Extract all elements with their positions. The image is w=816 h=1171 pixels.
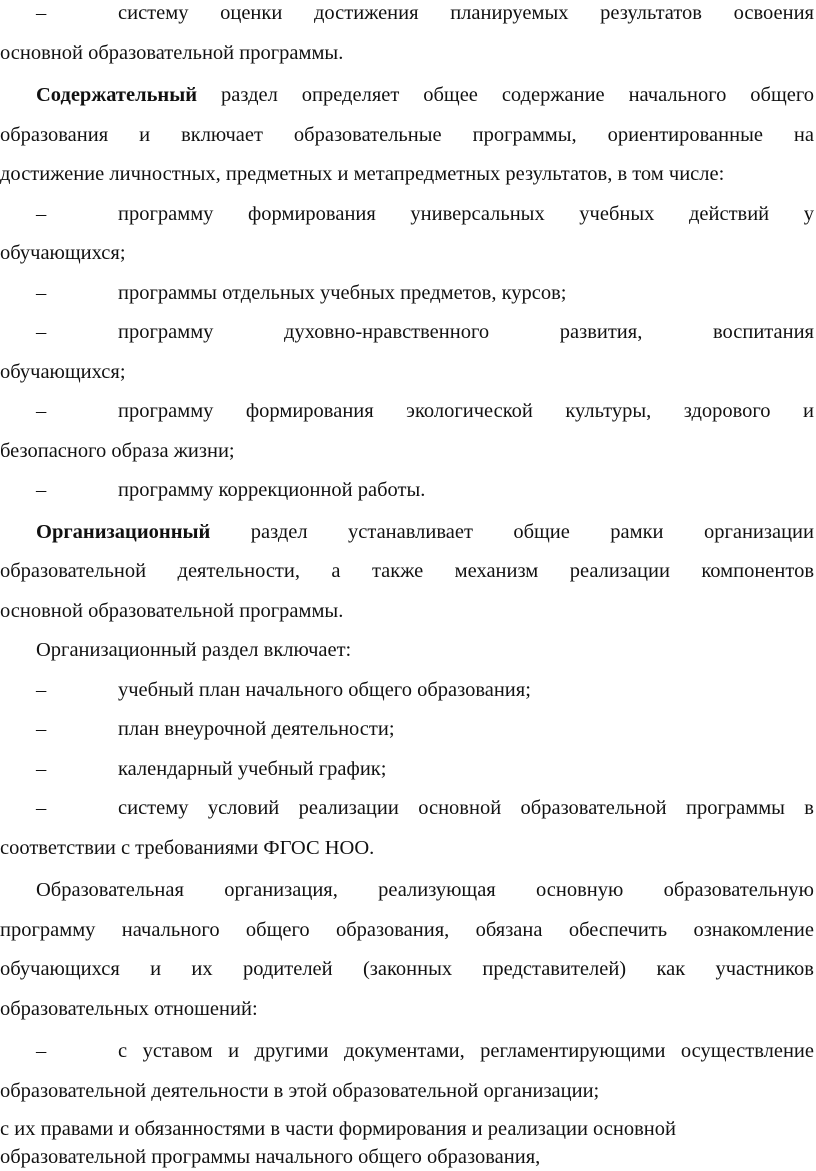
dash-marker: – [36,202,47,225]
text-line [0,1115,814,1143]
text-span: программу начального общего образования, обязана обеспечить ознакомление [0,918,814,941]
text-line [0,911,814,951]
text-line: систему оценки достижения планируемых результатов освоения [118,2,814,24]
text-line [0,353,814,393]
text-span: календарный учебный график; [118,757,387,780]
list-item [0,195,814,235]
text-span: учебный план начального общего образования; [118,678,531,701]
paragraph [0,871,814,911]
text-span: раздел определяет общее содержание начального общего [221,84,815,106]
dash-marker: – [36,400,47,422]
text-span: план внеурочной деятельности; [118,718,395,740]
text-span: с их правами и обязанностями в части формирования и реализации основной [0,1118,676,1140]
text-span: соответствии с требованиями ФГОС НОО. [0,836,375,859]
text-span: обучающихся и их родителей (законных представителей) как участников [0,958,814,980]
list-item [0,1032,814,1072]
text-span: образовательных отношений: [0,997,258,1020]
list-item [0,671,814,711]
text-line [0,552,814,592]
list-item [0,750,814,790]
text-line [0,950,814,990]
dash-marker: – [36,797,47,819]
dash-marker: – [36,678,47,701]
list-item [0,0,814,34]
text-span: обучающихся; [0,242,126,264]
text-line [0,432,814,472]
paragraph [0,76,814,116]
paragraph [0,513,814,553]
dash-marker: – [36,2,47,24]
bold-lead: Организационный [36,520,211,543]
dash-marker: – [36,1040,47,1062]
text-line [0,829,814,869]
text-span: программу духовно-нравственного развития, воспитания [118,321,814,343]
text-line [0,34,814,74]
list-item [0,274,814,314]
list-item [0,710,814,750]
text-span: безопасного образа жизни; [0,439,235,462]
text-span: образовательной программы начального общего образования, [0,1146,541,1168]
text-span: образовательной деятельности, а также механизм реализации компонентов [0,560,814,582]
text-span: достижение личностных, предметных и метапредметных результатов, в том числе: [0,163,725,185]
dash-marker: – [36,281,47,304]
dash-marker: – [36,757,47,780]
text-span: Образовательная организация, реализующая основную образовательную [36,879,814,901]
text-line [0,1143,814,1171]
text-line [0,1072,814,1112]
text-span: основной образовательной программы. [0,41,344,64]
text-line [0,116,814,156]
text-span: программу формирования универсальных учебных действий у [118,202,814,225]
text-span: с уставом и другими документами, регламентирующими осуществление [118,1040,814,1062]
text-span: раздел устанавливает общие рамки организации [250,520,814,543]
text-line [0,592,814,632]
list-item [0,313,814,353]
list-item [0,471,814,511]
paragraph [0,631,814,671]
text-line [0,155,814,195]
text-line [0,990,814,1030]
text-span: Организационный раздел включает: [36,639,352,661]
text-span: программу формирования экологической культуры, здорового и [118,400,814,422]
dash-marker: – [36,321,47,343]
list-item [0,392,814,432]
dash-marker: – [36,479,47,501]
text-span: программу коррекционной работы. [118,479,426,501]
text-span: обучающихся; [0,360,126,383]
list-item [0,789,814,829]
text-span: программы отдельных учебных предметов, курсов; [118,281,567,304]
text-span: образовательной деятельности в этой образовательной организации; [0,1079,600,1102]
text-line [0,234,814,274]
text-span: основной образовательной программы. [0,599,344,622]
text-span: систему условий реализации основной образовательной программы в [118,797,814,819]
dash-marker: – [36,718,47,740]
bold-lead: Содержательный [36,84,198,106]
text-span: образования и включает образовательные программы, ориентированные на [0,123,814,146]
